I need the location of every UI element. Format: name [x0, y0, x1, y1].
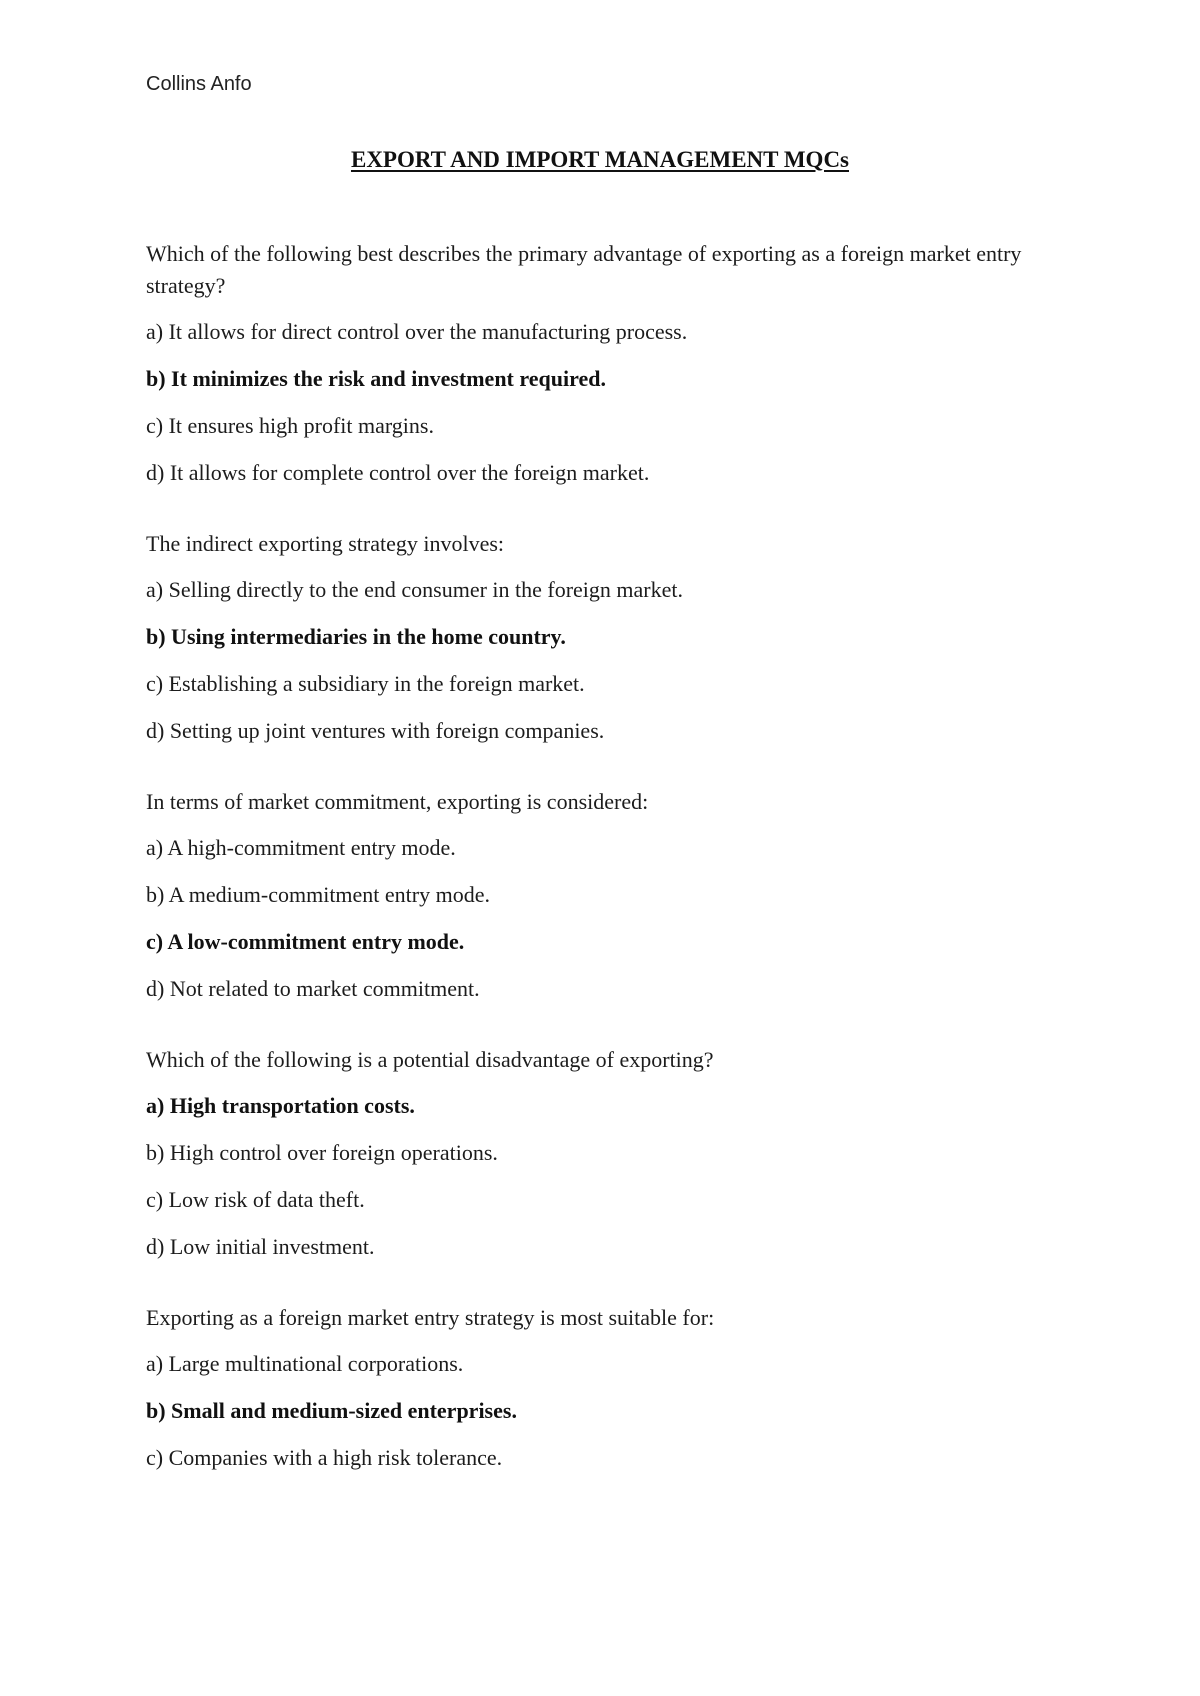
correct-answer-option: b) Small and medium-sized enterprises.	[146, 1398, 517, 1423]
question-text: Exporting as a foreign market entry strategy is most suitable for:	[146, 1305, 715, 1330]
question-text: In terms of market commitment, exporting is considered:	[146, 789, 649, 814]
question-block	[146, 1302, 1066, 1472]
question-list	[146, 238, 1066, 1513]
answer-option: d) Low initial investment.	[146, 1234, 375, 1259]
question-text: Which of the following best describes the primary advantage of exporting as a foreign market entry strategy?	[146, 241, 1022, 298]
answer-option: a) Large multinational corporations.	[146, 1351, 464, 1376]
question-text: Which of the following is a potential disadvantage of exporting?	[146, 1047, 714, 1072]
question-text: The indirect exporting strategy involves:	[146, 531, 505, 556]
answer-option: d) Setting up joint ventures with foreign companies.	[146, 718, 605, 743]
answer-option: c) Low risk of data theft.	[146, 1187, 365, 1212]
answer-option: b) High control over foreign operations.	[146, 1140, 498, 1165]
answer-option: d) It allows for complete control over the foreign market.	[146, 460, 650, 485]
answer-option: c) Establishing a subsidiary in the foreign market.	[146, 671, 585, 696]
answer-option: a) It allows for direct control over the manufacturing process.	[146, 319, 688, 344]
correct-answer-option: c) A low-commitment entry mode.	[146, 929, 465, 954]
answer-option: a) A high-commitment entry mode.	[146, 835, 456, 860]
correct-answer-option: b) It minimizes the risk and investment required.	[146, 366, 606, 391]
question-block	[146, 238, 1066, 487]
question-block	[146, 786, 1066, 1003]
question-block	[146, 1044, 1066, 1261]
question-block	[146, 528, 1066, 745]
answer-option: b) A medium-commitment entry mode.	[146, 882, 490, 907]
author-name: Collins Anfo	[146, 73, 252, 95]
answer-option: a) Selling directly to the end consumer in the foreign market.	[146, 577, 684, 602]
correct-answer-option: b) Using intermediaries in the home country.	[146, 624, 566, 649]
correct-answer-option: a) High transportation costs.	[146, 1093, 415, 1118]
answer-option: d) Not related to market commitment.	[146, 976, 480, 1001]
answer-option: c) It ensures high profit margins.	[146, 413, 434, 438]
answer-option: c) Companies with a high risk tolerance.	[146, 1445, 503, 1470]
document-title: EXPORT AND IMPORT MANAGEMENT MQCs	[350, 147, 849, 172]
